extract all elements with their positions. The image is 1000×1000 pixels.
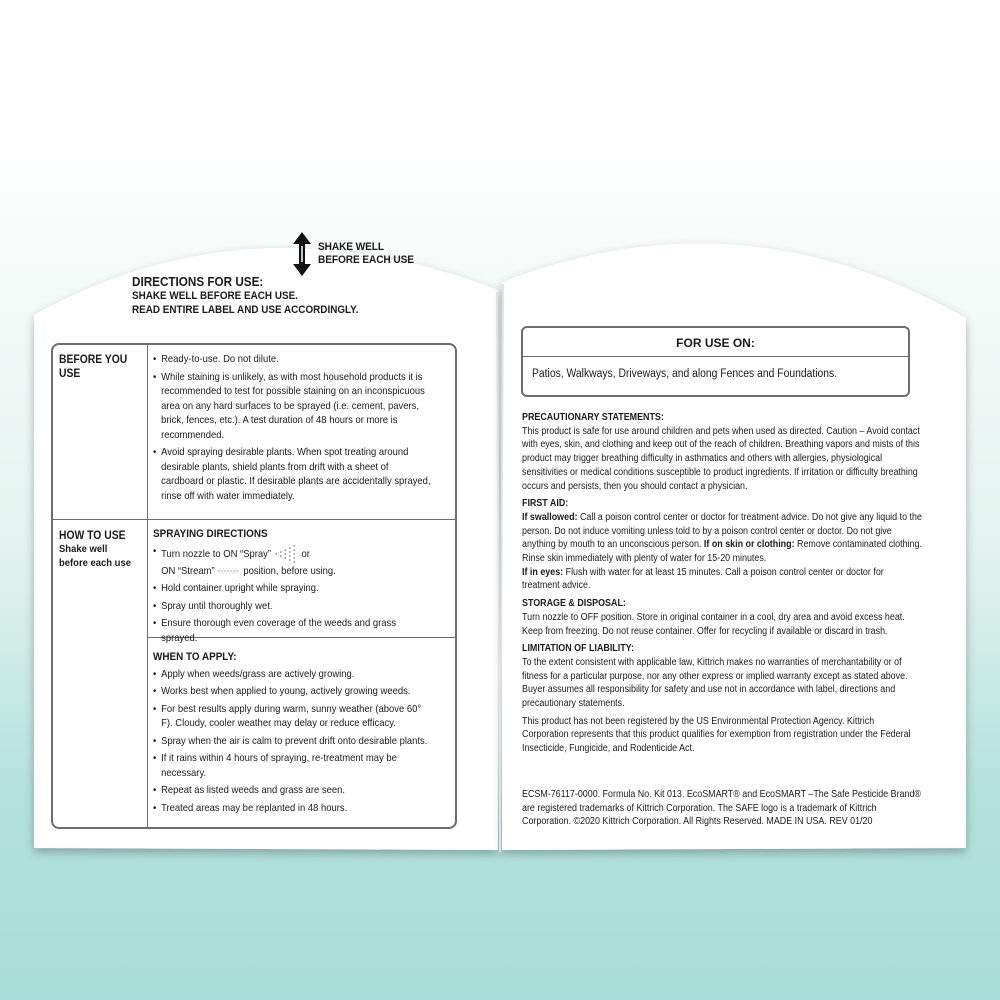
turn-nozzle-bullet [153,544,432,579]
how-to-use-label: HOW TO USE [59,530,126,542]
before-you-use-content [153,352,432,506]
when-bullet: • Works best when applied to young, actively growing weeds. [153,684,432,699]
turn-nozzle-text-c: ON “Stream” [161,564,215,577]
before-you-use-label: BEFORE YOU USE [59,354,128,380]
directions-title: DIRECTIONS FOR USE: [132,274,264,289]
first-aid-eyes-text: Flush with water for at least 15 minutes. Call a poison control center or doctor for treatment advice. [522,566,884,592]
liability-body: To the extent consistent with applicable law, Kittrich makes no warranties of merchantability or of fitness for a particular purpose, nor any other express or implied warranty except as stated above. Buyer assumes all responsibility for safety and use not in accordance with label, directions and precautionary statements. [522,656,908,710]
table-row-divider [53,519,455,520]
first-aid-swallowed-text: Call a poison control center or doctor for treatment advice. Do not give any liquid to the person. Do not induce vomiting unless told to by a poison control center or doctor. Do not give anything by mouth to an unconscious person. [522,511,922,551]
spraying-bullet: • Spray until thoroughly wet. [153,599,432,614]
precautionary-title: PRECAUTIONARY STATEMENTS: [522,412,664,423]
legal-footer [522,788,922,833]
spraying-bullet: • Hold container upright while spraying. [153,581,432,596]
when-to-apply [153,650,432,818]
legal-footer-text: ECSM-76117-0000. Formula No. Kit 013. EcoSMART® and EcoSMART –The Safe Pesticide Brand® are registered trademarks of Kittrich Corporation. The SAFE logo is a trademark of Kittrich Corporation. ©2020 Kittrich Corporation. All Rights Reserved. MADE IN USA. REV 01/20 [522,789,921,828]
storage-body: Turn nozzle to OFF position. Store in original container in a cool, dry area and avoid excess heat. Keep from freezing. Do not reuse container. Offer for recycling if available or discard in trash. [522,611,905,637]
when-bullet: • For best results apply during warm, sunny weather (above 60° F). Cloudy, cooler weather may delay or reduce efficacy. [153,702,432,731]
for-use-on-box [521,326,910,397]
when-bullet: • Treated areas may be replanted in 48 hours. [153,801,432,816]
directions-table [51,343,457,829]
turn-nozzle-text-d: position, before using. [243,564,336,577]
first-aid-eyes-label: If in eyes: [522,566,564,578]
directions-line3: READ ENTIRE LABEL AND USE ACCORDINGLY. [132,304,359,316]
first-aid-body [522,511,922,593]
shake-badge [292,232,422,276]
liability-title: LIMITATION OF LIABILITY: [522,643,634,655]
first-aid-skin-text: Remove contaminated clothing. Rinse skin immediately with plenty of water for 15-20 minutes. [522,539,922,565]
spray-mist-icon [274,544,299,564]
shake-line1: SHAKE WELL [318,241,384,253]
label-statements [522,409,922,760]
when-bullet: • If it rains within 4 hours of spraying, re-treatment may be necessary. [153,751,432,780]
directions-line2: SHAKE WELL BEFORE EACH USE. [132,290,298,302]
when-bullet: • Spray when the air is calm to prevent drift onto desirable plants. [153,734,432,749]
when-bullet: • Apply when weeds/grass are actively growing. [153,667,432,682]
turn-nozzle-text-a: Turn nozzle to ON “Spray” [161,547,272,560]
stream-line-icon [217,567,240,575]
for-use-on-title: FOR USE ON: [523,328,908,357]
first-aid-title: FIRST AID: [522,498,569,510]
directions-header [132,275,358,317]
turn-nozzle-text-b: or [301,547,310,560]
first-aid-swallowed-label: If swallowed: [522,511,578,523]
before-bullet: • Avoid spraying desirable plants. When spot treating around desirable plants, shield plants from drift with a sheet of cardboard or plastic. If desirable plants are accidentally sprayed, rinse off with water immediately. [153,445,432,503]
up-down-arrow-icon [292,232,312,276]
epa-statement: This product has not been registered by the US Environmental Protection Agency. Kittrich Corporation represents that this product qualifies for exemption from registration under the Federal Insecticide, Fungicide, and Rodenticide Act. [522,715,911,755]
how-to-use-sublabel: Shake well before each use [59,543,131,569]
for-use-on-body: Patios, Walkways, Driveways, and along Fences and Foundations. [532,368,838,380]
spraying-directions [153,527,432,648]
storage-title: STORAGE & DISPOSAL: [522,598,626,610]
spraying-bullet: • Ensure thorough even coverage of the weeds and grass sprayed. [153,616,432,645]
spraying-title: SPRAYING DIRECTIONS [153,528,268,540]
precautionary-body: This product is safe for use around children and pets when used as directed. Caution – Avoid contact with eyes, skin, and clothing and keep out of the reach of children. Breathing vapors and mists of this product may trigger breathing difficulty in asthmatics and others with allergies, physiological sensitivities or medical conditions susceptible to product ingredients. If irritation or difficulty breathing occurs and persists, then you should contact a physician. [522,425,920,492]
table-column-divider [147,345,148,827]
when-to-apply-title: WHEN TO APPLY: [153,651,237,663]
before-bullet: • While staining is unlikely, as with most household products it is recommended to test for possible staining on an inconspicuous area on any hard surfaces to be sprayed (i.e. cement, pavers, brick, fences, etc.). A test duration of 48 hours or more is recommended. [153,370,432,443]
shake-line2: BEFORE EACH USE [318,254,414,266]
when-bullet: • Repeat as listed weeds and grass are seen. [153,783,432,798]
how-to-use-header [59,529,136,570]
first-aid-skin-label: If on skin or clothing: [703,539,795,551]
before-bullet: • Ready-to-use. Do not dilute. [153,352,432,367]
